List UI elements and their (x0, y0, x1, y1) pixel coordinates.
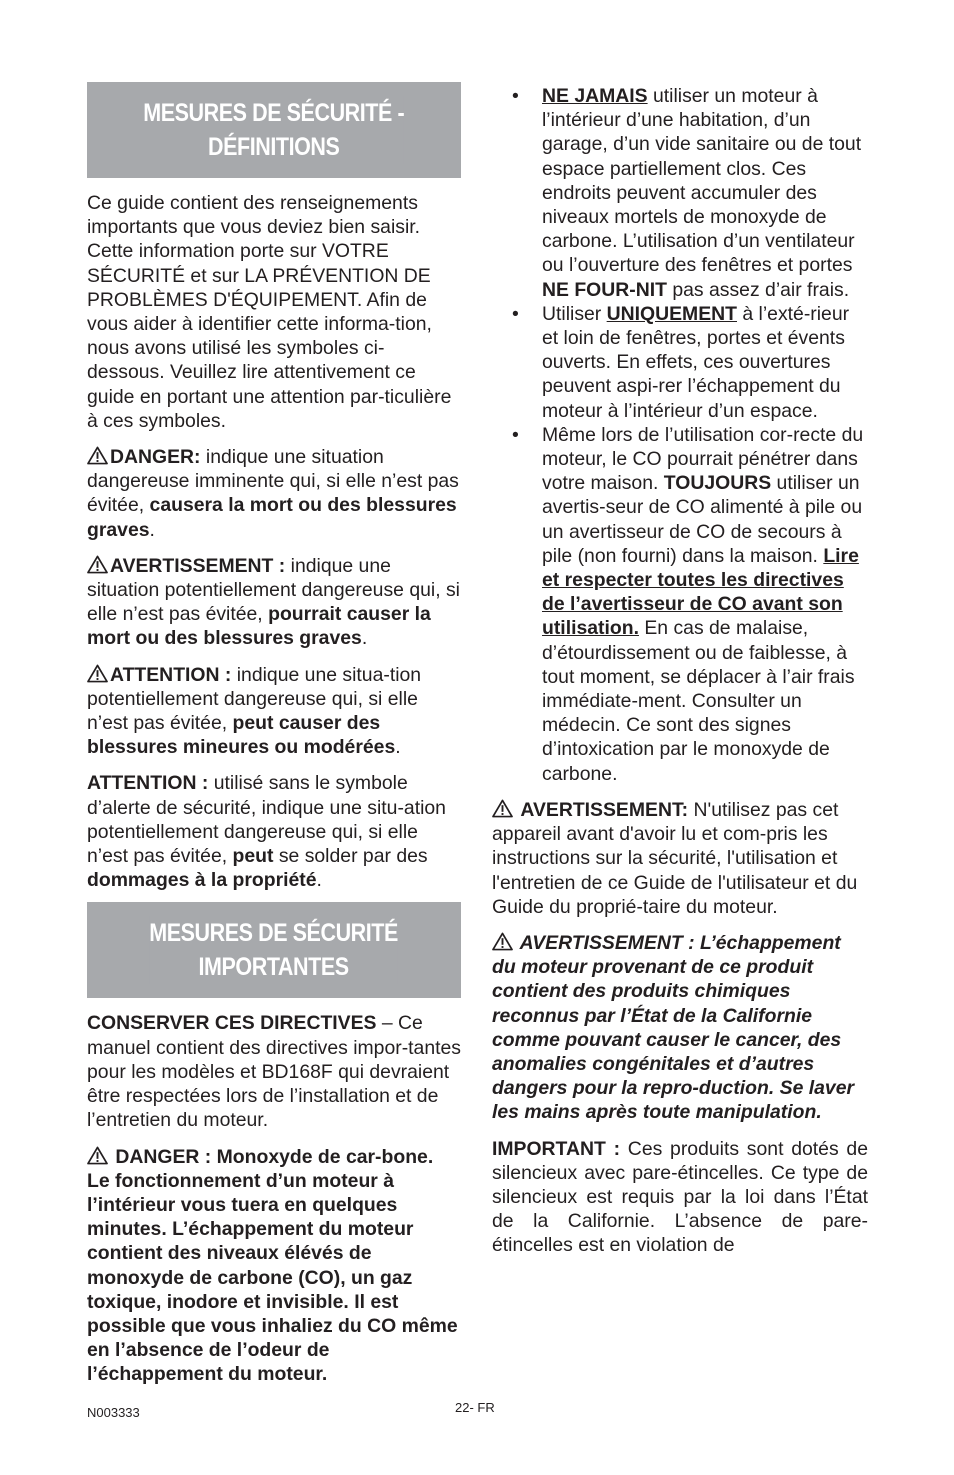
banner-title-line-1: MESURES DE SÉCURITÉ (149, 919, 399, 948)
section-banner-definitions (87, 82, 461, 178)
list-item: • Utiliser UNIQUEMENT à l’exté-rieur et loin de fenêtres, portes et évents ouverts. En effets, ces ouvertures peuvent aspi-rer l’échappement du moteur à l’intérieur d’un espace. (512, 302, 850, 422)
attention-definition: ATTENTION : indique une situa-tion potentiellement dangereuse qui, si elle n’est pas évitée, peut causer des blessures mineures ou modérées. (87, 663, 422, 759)
section-banner-important (87, 902, 461, 998)
warning-triangle-icon (87, 664, 108, 683)
banner-title-line-2: DÉFINITIONS (208, 133, 340, 161)
warning-triangle-icon (87, 446, 108, 465)
important-paragraph: IMPORTANT : Ces produits sont dotés de silencieux avec pare-étincelles. Ce type de silencieux est requis par la loi dans l’État de la Californie. L’absence de pare-étincelles est en violation de (492, 1137, 868, 1257)
left-column (87, 82, 461, 1387)
avertissement-definition: AVERTISSEMENT : indique une situation potentiellement dangereuse qui, si elle n’est pas évitée, pourrait causer la mort ou des blessures graves. (87, 554, 460, 650)
banner-title-line-1: MESURES DE SÉCURITÉ - (143, 99, 405, 127)
intro-paragraph: Ce guide contient des renseignements importants que vous deviez bien saisir. Cette information porte sur VOTRE SÉCURITÉ et sur LA PRÉVENTION DE PROBLÈMES D'ÉQUIPEMENT. Afin de vous aider à identifier cette informa-tion, nous avons utilisé les symboles ci-dessous. Veuillez lire attentivement ce guide en portant une attention par-ticulière à ces symboles. (87, 192, 452, 432)
safety-bullet-list (492, 84, 868, 786)
warning-triangle-icon (87, 555, 108, 574)
danger-co-paragraph: DANGER : Monoxyde de car-bone. Le fonctionnement d’un moteur à l’intérieur vous tuera en quelques minutes. L’échappement du moteur contient des niveaux élévés de monoxyde de carbone (CO), un gaz toxique, inodore et invisible. Il est possible que vous inhaliez du CO même en l’absence de l’odeur de l’échappement du moteur. (87, 1145, 458, 1386)
list-item: • NE JAMAIS utiliser un moteur à l’intérieur d’une habitation, d’un garage, d’un vide sanitaire ou de tout espace partiellement clos. Ces endroits peuvent accumuler des niveaux mortels de monoxyde de carbone. L’utilisation d’un ventilateur ou l’ouverture des fenêtres et portes NE FOUR-NIT pas assez d’air frais. (512, 85, 862, 301)
warning-triangle-icon (492, 932, 513, 951)
attention-no-symbol-definition: ATTENTION : utilisé sans le symbole d’alerte de sécurité, indique une situ-ation potentiellement dangereuse qui, si elle n’est pas évitée, peut se solder par des dommages à la propriété. (87, 772, 446, 892)
page-number: 22- FR (455, 1400, 495, 1415)
california-warning: AVERTISSEMENT : L’échappement du moteur provenant de ce produit contient des produits chimiques reconnus par l’État de la Californie comme pouvant causer le cancer, des anomalies congénitales et d’autres dangers pour la repro-duction. Se laver les mains après toute manipulation. (492, 931, 855, 1124)
banner-title-line-2: IMPORTANTES (198, 953, 350, 982)
list-item: • Même lors de l’utilisation cor-recte du moteur, le CO pourrait pénétrer dans votre maison. TOUJOURS utiliser un avertis-seur de CO alimenté à pile ou un avertisseur de CO de secours à pile (non fourni) dans la maison. Lire et respecter toutes les directives de l’avertisseur de CO avant son utilisation. En cas de malaise, d’étourdissement ou de faiblesse, à tout moment, se déplacer à l’air frais immédiate-ment. Consulter un médecin. Ce sont des signes d’intoxication par le monoxyde de carbone. (512, 423, 864, 785)
warning-triangle-icon (492, 799, 513, 818)
conserver-paragraph: CONSERVER CES DIRECTIVES – Ce manuel contient des directives impor-tantes pour les modèles et BD168F qui devraient être respectées lors de l’installation et de l’entretien du moteur. (87, 1012, 461, 1132)
danger-definition: DANGER: indique une situation dangereuse imminente qui, si elle n’est pas évitée, causera la mort ou des blessures graves. (87, 446, 459, 541)
warning-triangle-icon (87, 1146, 108, 1165)
right-column (492, 84, 868, 1258)
document-code: N003333 (87, 1405, 140, 1420)
avertissement-paragraph: AVERTISSEMENT: N'utilisez pas cet appareil avant d'avoir lu et com-pris les instructions sur la sécurité, l'utilisation et l'entretien de ce Guide de l'utilisateur et du Guide du proprié-taire du moteur. (492, 798, 858, 918)
